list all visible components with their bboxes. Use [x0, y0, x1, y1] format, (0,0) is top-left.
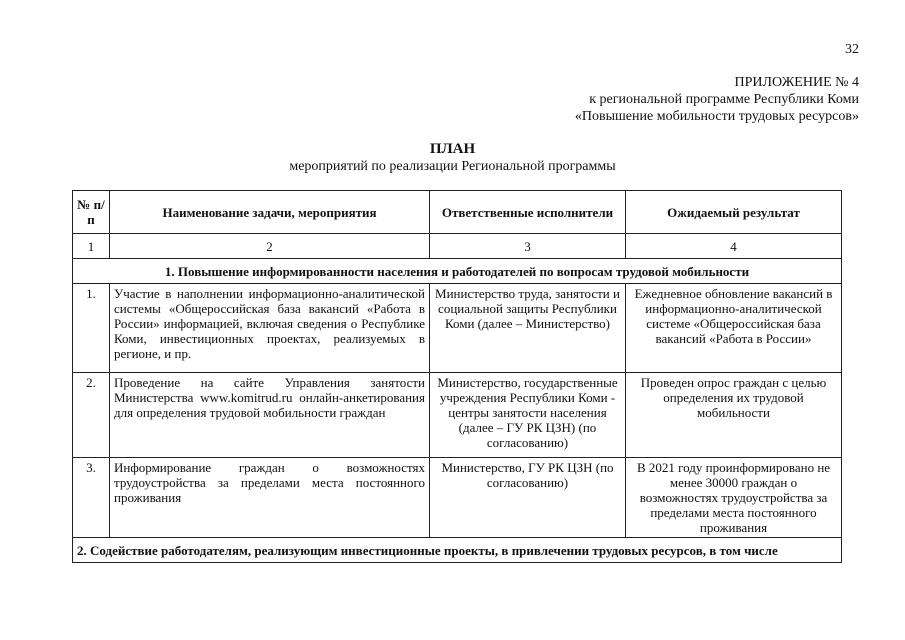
row-task: Информирование граждан о возможностях трудоустройства за пределами места постоянного проживания — [110, 458, 430, 538]
section-row — [73, 259, 842, 284]
row-result: Проведен опрос граждан с целью определения их трудовой мобильности — [626, 373, 842, 458]
column-number: 2 — [110, 234, 430, 259]
appendix-title: ПРИЛОЖЕНИЕ № 4 — [734, 75, 859, 90]
row-number: 1. — [73, 284, 110, 373]
table-row — [73, 373, 842, 458]
row-number: 2. — [73, 373, 110, 458]
column-number: 1 — [73, 234, 110, 259]
column-number: 4 — [626, 234, 842, 259]
row-executors: Министерство, ГУ РК ЦЗН (по согласованию) — [430, 458, 626, 538]
table-row — [73, 458, 842, 538]
header-task: Наименование задачи, мероприятия — [110, 191, 430, 234]
row-result: В 2021 году проинформировано не менее 30000 граждан о возможностях трудоустройства за пределами места постоянного проживания — [626, 458, 842, 538]
document-title — [0, 140, 905, 175]
column-number: 3 — [430, 234, 626, 259]
row-executors: Министерство, государственные учреждения Республики Коми - центры занятости населения (далее – ГУ РК ЦЗН) (по согласованию) — [430, 373, 626, 458]
row-task: Участие в наполнении информационно-аналитической системы «Общероссийская база вакансий «Работа в России» информацией, включая сведения о Республике Коми, инвестиционных проектах, реализуемых в регионе, и пр. — [110, 284, 430, 373]
appendix-program-name: «Повышение мобильности трудовых ресурсов» — [574, 109, 859, 124]
column-numbering-row — [73, 234, 842, 259]
section-heading-1: 1. Повышение информированности населения и работодателей по вопросам трудовой мобильности — [73, 259, 842, 284]
page-number: 32 — [845, 42, 859, 57]
plan-title: ПЛАН — [429, 141, 476, 157]
row-number: 3. — [73, 458, 110, 538]
row-executors: Министерство труда, занятости и социальной защиты Республики Коми (далее – Министерство) — [430, 284, 626, 373]
table-header-row — [73, 191, 842, 234]
plan-table — [72, 190, 842, 563]
appendix-program: к региональной программе Республики Коми — [589, 92, 859, 107]
plan-subtitle: мероприятий по реализации Региональной программы — [289, 159, 616, 174]
section-heading-2: 2. Содействие работодателям, реализующим инвестиционные проекты, в привлечении трудовых ресурсов, в том числе — [73, 538, 842, 563]
appendix-header — [575, 74, 859, 125]
header-num: № п/п — [73, 191, 110, 234]
row-task: Проведение на сайте Управления занятости Министерства www.komitrud.ru онлайн-анкетирования для определения трудовой мобильности граждан — [110, 373, 430, 458]
table-row — [73, 284, 842, 373]
header-result: Ожидаемый результат — [626, 191, 842, 234]
header-executors: Ответственные исполнители — [430, 191, 626, 234]
section-row — [73, 538, 842, 563]
row-result: Ежедневное обновление вакансий в информационно-аналитической системе «Общероссийская база вакансий «Работа в России» — [626, 284, 842, 373]
